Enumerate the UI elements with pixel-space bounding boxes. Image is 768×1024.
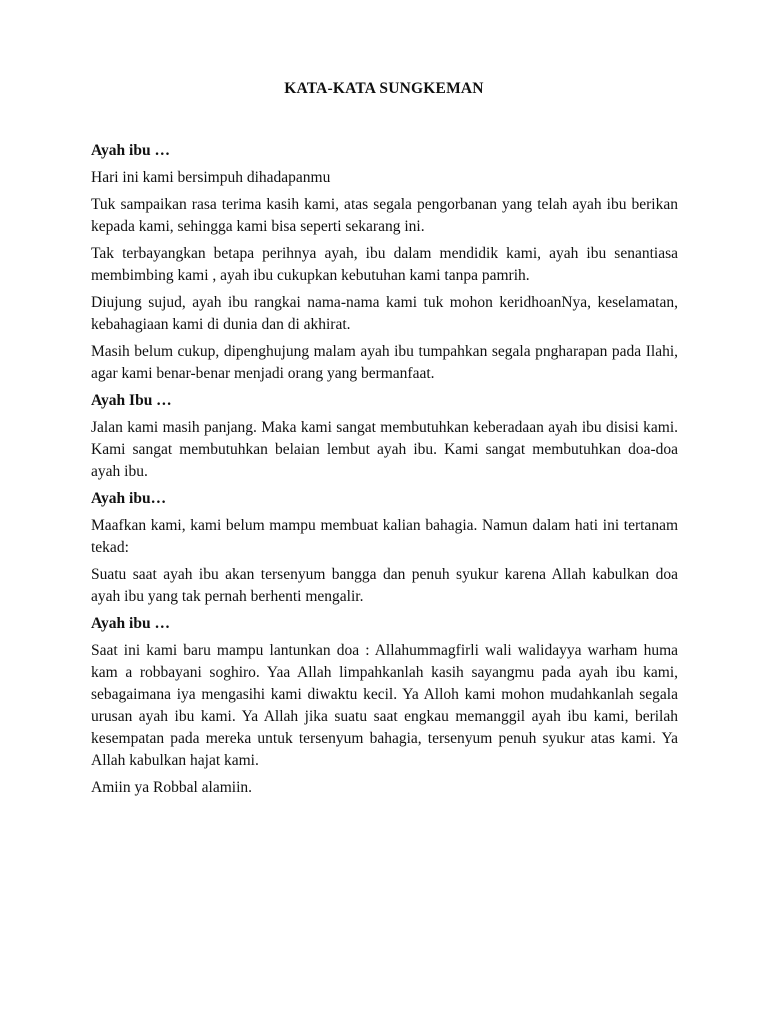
paragraph-doa: Saat ini kami baru mampu lantunkan doa : Allahummagfirli wali walidayya warham huma kam a robbayani soghiro. Yaa Allah limpahkanlah kasih sayangmu pada ayah ibu kami, sebagaimana iya mengasihi kami diwaktu kecil. Ya Alloh kami mohon mudahkanlah segala urusan ayah ibu kami. Ya Allah jika suatu saat engkau memanggil ayah ibu kami, berilah kesempatan pada mereka untuk tersenyum bahagia, tersenyum penuh syukur atas kami. Ya Allah kabulkan hajat kami. [91, 642, 678, 769]
salutation-ayah-ibu-1: Ayah ibu … [91, 142, 170, 159]
paragraph-bersimpuh: Hari ini kami bersimpuh dihadapanmu [91, 169, 331, 186]
salutation-ayah-ibu-3: Ayah ibu… [91, 490, 167, 507]
salutation-ayah-ibu-2: Ayah Ibu … [91, 392, 172, 409]
paragraph-jalan-kami: Jalan kami masih panjang. Maka kami sangat membutuhkan keberadaan ayah ibu disisi kami. Kami sangat membutuhkan belaian lembut ayah ibu. Kami sangat membutuhkan doa-doa ayah ibu. [91, 419, 678, 480]
paragraph-terima-kasih: Tuk sampaikan rasa terima kasih kami, atas segala pengorbanan yang telah ayah ibu berikan kepada kami, sehingga kami bisa seperti sekarang ini. [91, 196, 678, 235]
document-body [91, 140, 678, 804]
page-title: KATA-KATA SUNGKEMAN [284, 80, 484, 97]
paragraph-masih-belum-cukup: Masih belum cukup, dipenghujung malam ayah ibu tumpahkan segala pngharapan pada Ilahi, agar kami benar-benar menjadi orang yang bermanfaat. [91, 343, 678, 382]
salutation-ayah-ibu-4: Ayah ibu … [91, 615, 170, 632]
paragraph-perihnya: Tak terbayangkan betapa perihnya ayah, ibu dalam mendidik kami, ayah ibu senantiasa membimbing kami , ayah ibu cukupkan kebutuhan kami tanpa pamrih. [91, 245, 678, 284]
paragraph-diujung-sujud: Diujung sujud, ayah ibu rangkai nama-nama kami tuk mohon keridhoanNya, keselamatan, kebahagiaan kami di dunia dan di akhirat. [91, 294, 678, 333]
paragraph-maafkan-kami: Maafkan kami, kami belum mampu membuat kalian bahagia. Namun dalam hati ini tertanam tekad: [91, 517, 678, 556]
paragraph-amiin: Amiin ya Robbal alamiin. [91, 779, 253, 796]
paragraph-suatu-saat: Suatu saat ayah ibu akan tersenyum bangga dan penuh syukur karena Allah kabulkan doa ayah ibu yang tak pernah berhenti mengalir. [91, 566, 678, 605]
